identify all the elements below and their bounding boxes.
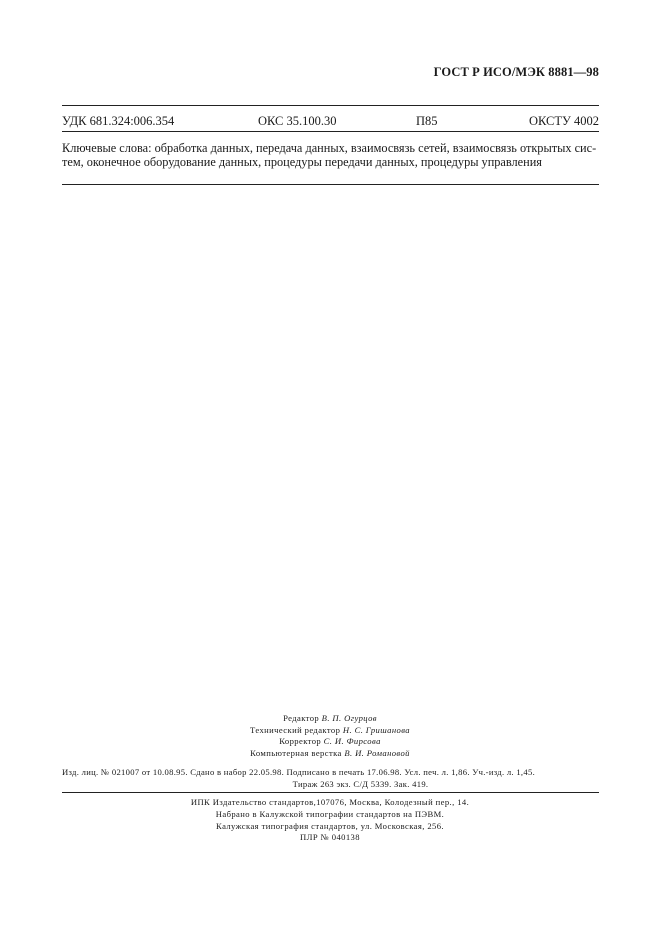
credit-role: Редактор (283, 713, 322, 723)
okstu-code: ОКСТУ 4002 (528, 114, 599, 128)
credit-role: Компьютерная верстка (250, 747, 345, 758)
publishing-line: Тираж 263 экз. С/Д 5339. Зак. 419. (292, 778, 429, 789)
group-code: П85 (416, 114, 438, 128)
credit-name: Н. С. Гришанова (342, 724, 410, 735)
credit-name: В. П. Огурцов (321, 713, 377, 723)
credit-name: В. И. Романовой (344, 747, 410, 758)
keywords-line: Ключевые слова: обработка данных, передача данных, взаимосвязь сетей, взаимосвязь открытых сис- (62, 141, 597, 155)
credit-role: Корректор (279, 736, 324, 746)
credits-block (200, 713, 460, 759)
credit-name: С. И. Фирсова (323, 736, 381, 746)
publishing-line: Изд. лиц. № 021007 от 10.08.95. Сдано в набор 22.05.98. Подписано в печать 17.06.98. Усл. печ. л. 1,86. Уч.-изд. л. 1,45. (62, 767, 536, 777)
udk-code: УДК 681.324:006.354 (62, 114, 175, 128)
keywords-line: тем, оконечное оборудование данных, процедуры передачи данных, процедуры управления (62, 155, 542, 169)
standard-code: ГОСТ Р ИСО/МЭК 8881—98 (433, 65, 599, 79)
printer-line: ПЛР № 040138 (300, 832, 360, 843)
printer-line: ИПК Издательство стандартов,107076, Москва, Колодезный пер., 14. (190, 797, 470, 807)
printer-line: Калужская типография стандартов, ул. Московская, 256. (216, 820, 444, 831)
keywords-block (62, 141, 599, 169)
credit-role: Технический редактор (250, 724, 343, 735)
credit-line (200, 748, 460, 760)
credit-line (200, 736, 460, 748)
credit-line (200, 725, 460, 737)
printer-line: Набрано в Калужской типографии стандартов на ПЭВМ. (215, 808, 445, 819)
publishing-info (62, 767, 599, 790)
middle-divider (62, 131, 599, 132)
printer-divider (62, 792, 599, 793)
oks-code: ОКС 35.100.30 (258, 114, 337, 128)
credit-line (200, 713, 460, 725)
keywords-divider (62, 184, 599, 185)
printer-info (150, 797, 510, 844)
top-divider (62, 105, 599, 106)
